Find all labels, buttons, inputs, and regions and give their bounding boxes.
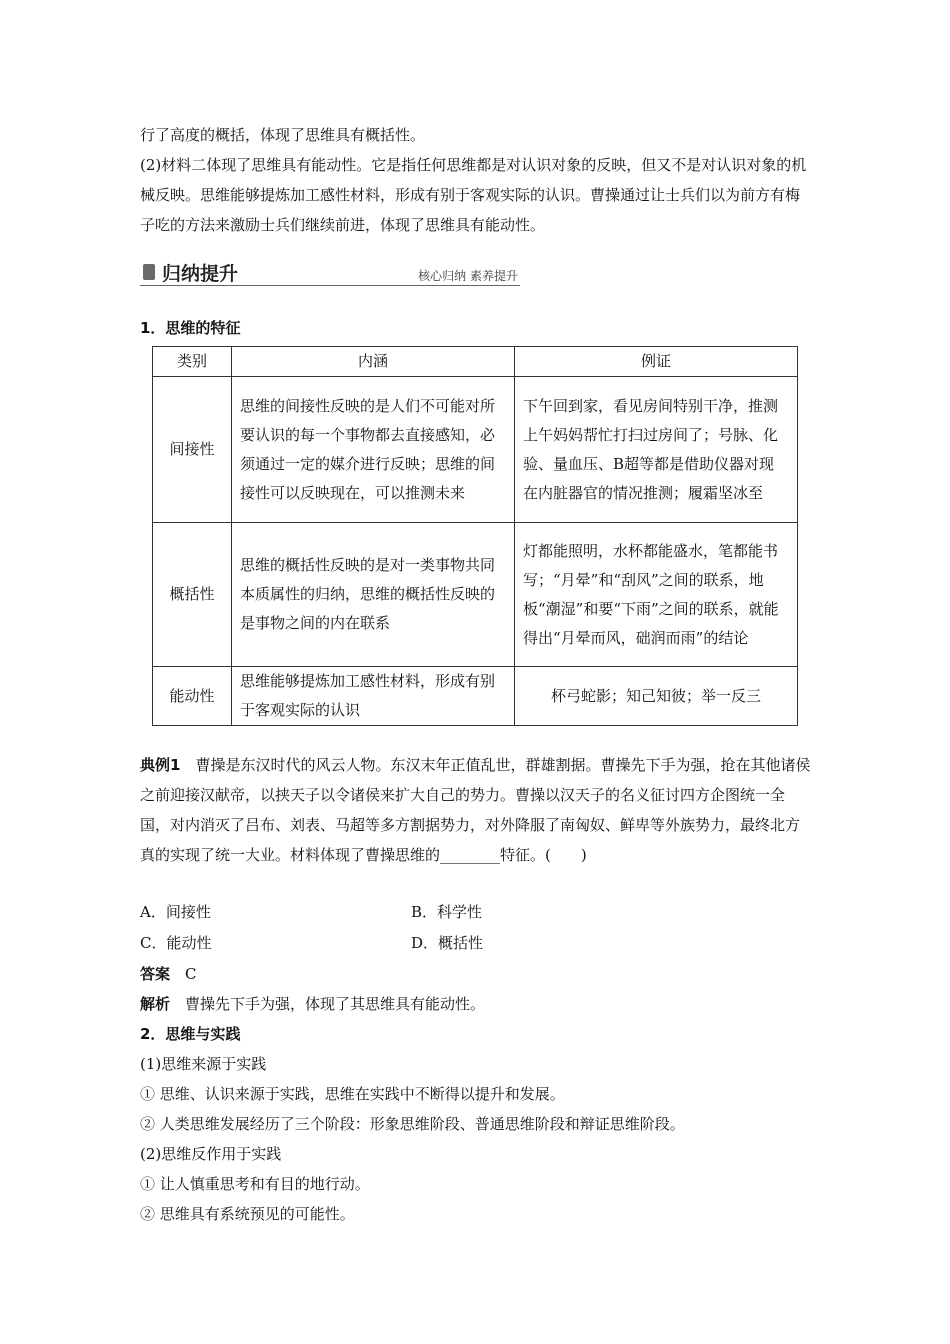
section2-heading: 2．思维与实践: [140, 1025, 241, 1043]
table-cell-example: 下午回到家，看见房间特别干净，推测上午妈妈帮忙打扫过房间了；号脉、化验、量血压、B超等都是借助仪器对现在内脏器官的情况推测；履霜坚冰至: [515, 377, 798, 523]
table-cell-example: 灯都能照明，水杯都能盛水，笔都能书写；“月晕”和“刮风”之间的联系，地板“潮湿”和要“下雨”之间的联系，就能得出“月晕而风，础润而雨”的结论: [515, 523, 798, 667]
section2-item: ② 思维具有系统预见的可能性。: [140, 1205, 355, 1223]
example-label: 典例1: [140, 756, 181, 774]
banner-subtitle: 核心归纳 素养提升: [418, 269, 518, 283]
example-text: 曹操是东汉时代的风云人物。东汉末年正值乱世，群雄割据。曹操先下手为强，抢在其他诸侯之前迎接汉献帝，以挟天子以令诸侯来扩大自己的势力。曹操以汉天子的名义征讨四方企图统一全国，对内消灭了吕布、刘表、马超等多方割据势力，对外降服了南匈奴、鲜卑等外族势力，最终北方真的实现了统一大业。材料体现了曹操思维的________特征。( ): [140, 756, 811, 864]
banner-rule: [140, 285, 520, 286]
section2-item: ① 思维、认识来源于实践，思维在实践中不断得以提升和发展。: [140, 1085, 565, 1103]
option-b[interactable]: B．科学性: [411, 903, 483, 921]
table-cell-category: 能动性: [153, 667, 232, 726]
features-table: [152, 346, 798, 726]
section2-sub2: (2)思维反作用于实践: [140, 1145, 282, 1163]
example-question: [140, 750, 812, 870]
table-row: [153, 667, 798, 726]
table-cell-meaning: 思维的概括性反映的是对一类事物共同本质属性的归纳，思维的概括性反映的是事物之间的内在联系: [232, 523, 515, 667]
analysis-text: 曹操先下手为强，体现了其思维具有能动性。: [185, 995, 486, 1013]
table-header-row: [153, 347, 798, 377]
option-c[interactable]: C．能动性: [140, 934, 212, 952]
intro-paragraph: (2)材料二体现了思维具有能动性。它是指任何思维都是对认识对象的反映，但又不是对认识对象的机械反映。思维能够提炼加工感性材料，形成有别于客观实际的认识。曹操通过让士兵们以为前方有梅子吃的方法来激励士兵们继续前进，体现了思维具有能动性。: [140, 156, 807, 234]
answer-line: [140, 959, 812, 989]
table-row: [153, 377, 798, 523]
section2-sub1: (1)思维来源于实践: [140, 1055, 267, 1073]
table-cell-meaning: 思维能够提炼加工感性材料，形成有别于客观实际的认识: [232, 667, 515, 726]
section-banner: [140, 258, 520, 288]
table-header: 例证: [515, 347, 798, 377]
analysis-line: [140, 989, 812, 1019]
intro-line: 行了高度的概括，体现了思维具有概括性。: [140, 126, 426, 144]
section2-item: ② 人类思维发展经历了三个阶段：形象思维阶段、普通思维阶段和辩证思维阶段。: [140, 1115, 685, 1133]
option-a[interactable]: A．间接性: [140, 903, 211, 921]
table-row: [153, 523, 798, 667]
option-d[interactable]: D．概括性: [411, 934, 484, 952]
table-header: 类别: [153, 347, 232, 377]
analysis-label: 解析: [140, 995, 171, 1013]
table-cell-category: 概括性: [153, 523, 232, 667]
answer-label: 答案: [140, 965, 171, 983]
table-cell-category: 间接性: [153, 377, 232, 523]
banner-title: 归纳提升: [162, 263, 239, 285]
section2-item: ① 让人慎重思考和有目的地行动。: [140, 1175, 370, 1193]
table-header: 内涵: [232, 347, 515, 377]
bookmark-icon: [143, 264, 155, 280]
table-cell-example: 杯弓蛇影；知己知彼；举一反三: [515, 667, 798, 726]
answer-value: C: [185, 965, 197, 983]
table-cell-meaning: 思维的间接性反映的是人们不可能对所要认识的每一个事物都去直接感知，必须通过一定的媒介进行反映；思维的间接性可以反映现在，可以推测未来: [232, 377, 515, 523]
section1-heading: 1．思维的特征: [140, 319, 241, 337]
